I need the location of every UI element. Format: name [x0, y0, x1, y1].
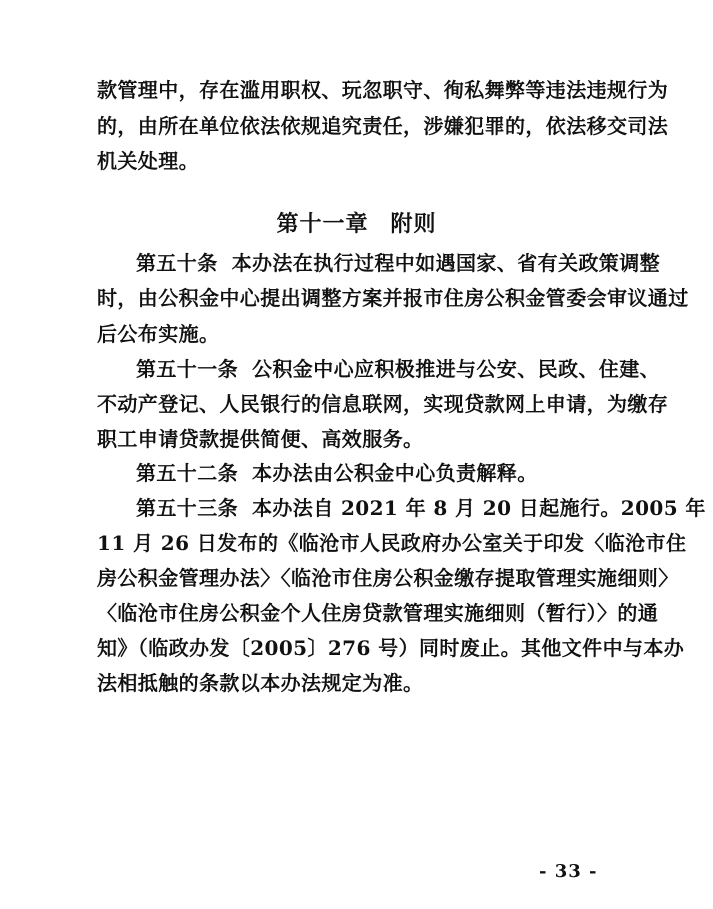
paragraph-line: 机关处理。 [97, 149, 199, 173]
page-number: - 33 - [539, 861, 598, 882]
chapter-title: 附则 [390, 211, 437, 237]
article-first-line [136, 251, 660, 275]
article-line: 房公积金管理办法〉〈临沧市住房公积金缴存提取管理实施细则〉 [97, 566, 679, 590]
paragraph-line: 款管理中，存在滥用职权、玩忽职守、徇私舞弊等违法违规行为 [97, 78, 669, 102]
article-label: 第五十二条 [136, 461, 238, 485]
article-label: 第五十三条 [136, 496, 238, 520]
article-line: 时，由公积金中心提出调整方案并报市住房公积金管委会审议通过 [97, 286, 689, 310]
article-first-line [136, 461, 538, 485]
article-line: 11 月 26 日发布的《临沧市人民政府办公室关于印发〈临沧市住 [97, 531, 687, 555]
paragraph-line: 的，由所在单位依法依规追究责任，涉嫌犯罪的，依法移交司法 [97, 114, 669, 138]
article-line: 知》（临政办发〔2005〕276 号）同时废止。其他文件中与本办 [97, 636, 685, 660]
article-label: 第五十一条 [136, 357, 238, 381]
article-text: 本办法在执行过程中如遇国家、省有关政策调整 [231, 251, 661, 275]
article-first-line [136, 496, 706, 520]
article-label: 第五十条 [136, 251, 218, 275]
article-line: 法相抵触的条款以本办法规定为准。 [97, 671, 424, 695]
article-text: 本办法自 2021 年 8 月 20 日起施行。2005 年 [252, 496, 706, 520]
chapter-number: 第十一章 [276, 211, 369, 237]
article-text: 本办法由公积金中心负责解释。 [252, 461, 538, 485]
article-line: 后公布实施。 [97, 322, 220, 346]
article-line: 〈临沧市住房公积金个人住房贷款管理实施细则（暂行）〉的通 [97, 601, 659, 625]
chapter-heading [0, 211, 713, 237]
article-line: 职工申请贷款提供简便、高效服务。 [97, 427, 424, 451]
article-text: 公积金中心应积极推进与公安、民政、住建、 [252, 357, 660, 381]
article-first-line [136, 357, 660, 381]
article-line: 不动产登记、人民银行的信息联网，实现贷款网上申请，为缴存 [97, 392, 669, 416]
